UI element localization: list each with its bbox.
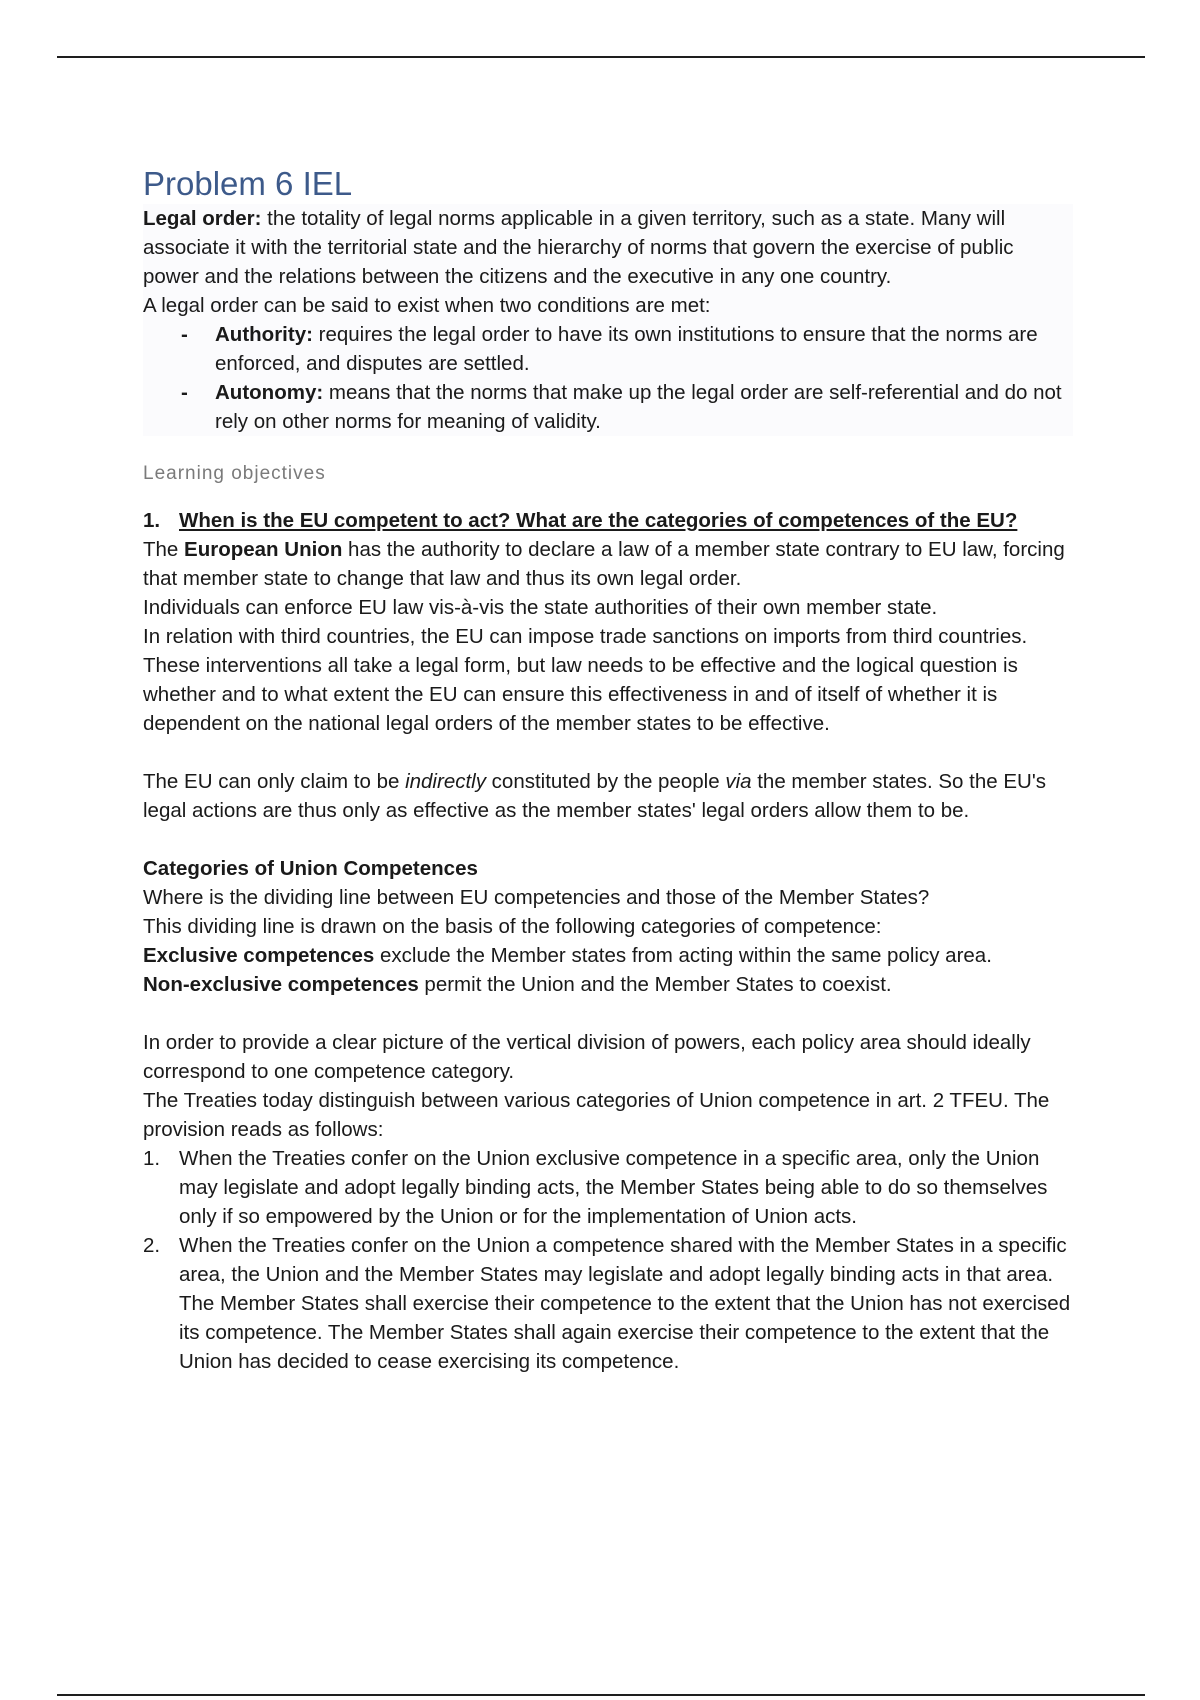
list-number: 2.	[143, 1234, 161, 1257]
header-rule	[57, 56, 1145, 58]
text-run: has the authority to declare a law of a member state contrary to EU law, forcing that member state to change that law and thus its own legal order.	[143, 538, 1065, 590]
text-run: permit the Union and the Member States to coexist.	[418, 973, 892, 996]
list-item	[143, 1231, 1073, 1376]
conditions-list	[143, 320, 1073, 436]
document-page	[143, 164, 1073, 1376]
legal-order-definition	[143, 204, 1073, 436]
italic-run: indirectly	[405, 770, 486, 793]
text-run: exclude the Member states from acting within the same policy area.	[374, 944, 992, 967]
text-run: The EU can only claim to be	[143, 770, 406, 793]
condition-text: requires the legal order to have its own institutions to ensure that the norms are enforced, and disputes are settled.	[215, 323, 1038, 375]
article-2-list	[143, 1144, 1073, 1376]
categories-line-2: This dividing line is drawn on the basis of the following categories of competence:	[143, 915, 882, 938]
paragraph-vertical-division: In order to provide a clear picture of the vertical division of powers, each policy area should ideally correspond to one competence category.	[143, 1031, 1031, 1083]
legal-order-term: Legal order:	[143, 207, 262, 230]
exclusive-competences	[143, 941, 1073, 970]
italic-run: via	[725, 770, 752, 793]
condition-term: Authority:	[215, 323, 313, 346]
question-text: When is the EU competent to act? What are the categories of competences of the EU?	[179, 509, 1018, 532]
text-run: constituted by the people	[485, 770, 726, 793]
question-number: 1.	[143, 509, 161, 532]
list-text: When the Treaties confer on the Union a competence shared with the Member States in a specific area, the Union and the Member States may legislate and adopt legally binding acts in that area. The Member States shall exercise their competence to the extent that the Union has not exercised its competence. The Member States shall again exercise their competence to the extent that the Union has decided to cease exercising its competence.	[179, 1234, 1071, 1373]
list-text: When the Treaties confer on the Union exclusive competence in a specific area, only the Union may legislate and adopt legally binding acts, the Member States being able to do so themselves only if so empowered by the Union or for the implementation of Union acts.	[179, 1147, 1048, 1228]
text-run: the member states. So the EU's legal actions are thus only as effective as the member states' legal orders allow them to be.	[143, 770, 1046, 822]
condition-text: means that the norms that make up the legal order are self-referential and do not rely on other norms for meaning of validity.	[215, 381, 1062, 433]
document-title: Problem 6 IEL	[143, 165, 353, 202]
paragraph-eu-authority	[143, 535, 1073, 593]
blank-line	[143, 825, 1073, 854]
categories-heading: Categories of Union Competences	[143, 857, 478, 880]
text-run: The	[143, 538, 185, 561]
list-item	[143, 1144, 1073, 1231]
legal-order-text: the totality of legal norms applicable in a given territory, such as a state. Many will associate it with the territorial state and the hierarchy of norms that govern the exercise of public power and the relations between the citizens and the executive in any one country.	[143, 207, 1014, 288]
condition-authority	[215, 320, 1073, 378]
bold-run: European Union	[184, 538, 343, 561]
bold-run: Exclusive competences	[143, 944, 375, 967]
paragraph-indirect-constitution	[143, 767, 1073, 825]
non-exclusive-competences	[143, 970, 1073, 999]
footer-rule	[57, 1694, 1145, 1696]
condition-autonomy	[215, 378, 1073, 436]
question-1-heading	[143, 506, 1073, 535]
list-number: 1.	[143, 1147, 161, 1170]
paragraph-third-countries: In relation with third countries, the EU can impose trade sanctions on imports from third countries. These interventions all take a legal form, but law needs to be effective and the logical question is whether and to what extent the EU can ensure this effectiveness in and of itself of whether it is dependent on the national legal orders of the member states to be effective.	[143, 625, 1028, 735]
paragraph-individuals: Individuals can enforce EU law vis-à-vis the state authorities of their own member state.	[143, 596, 938, 619]
condition-term: Autonomy:	[215, 381, 324, 404]
conditions-intro: A legal order can be said to exist when two conditions are met:	[143, 294, 711, 317]
categories-line-1: Where is the dividing line between EU competencies and those of the Member States?	[143, 886, 930, 909]
paragraph-art2-tfeu: The Treaties today distinguish between various categories of Union competence in art. 2 TFEU. The provision reads as follows:	[143, 1089, 1050, 1141]
legal-order-paragraph	[143, 204, 1073, 291]
blank-line	[143, 999, 1073, 1028]
blank-line	[143, 738, 1073, 767]
learning-objectives-heading: Learning objectives	[143, 463, 326, 484]
bold-run: Non-exclusive competences	[143, 973, 419, 996]
